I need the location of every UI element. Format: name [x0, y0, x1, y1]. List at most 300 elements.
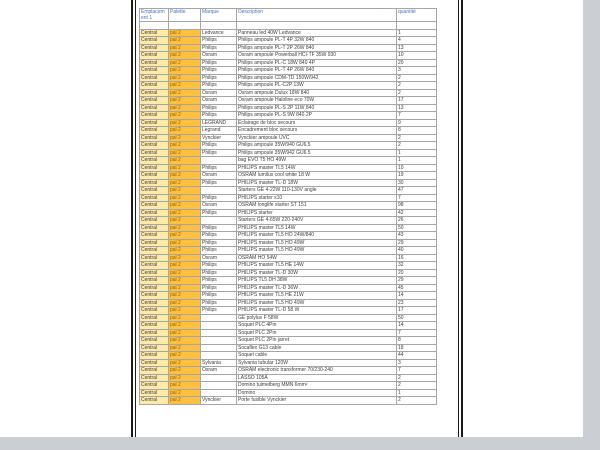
page-margin-rule-left — [131, 0, 133, 437]
cell-palette[interactable]: pal 2 — [169, 59, 201, 67]
cell-palette[interactable]: pal 2 — [169, 112, 201, 120]
cell-palette[interactable]: pal 2 — [169, 67, 201, 75]
inventory-table — [139, 8, 437, 405]
cell-emplacement[interactable]: Central — [140, 322, 169, 330]
cell-palette[interactable]: pal 2 — [169, 217, 201, 225]
cell-quantite[interactable]: 29 — [397, 239, 437, 247]
cell-emplacement[interactable]: Central — [140, 74, 169, 82]
cell-description[interactable]: Panneau led 40W Ledvance — [237, 29, 397, 37]
cell-palette[interactable]: pal 2 — [169, 119, 201, 127]
cell-marque[interactable]: Philips — [201, 269, 237, 277]
cell-marque[interactable]: Philips — [201, 247, 237, 255]
cell-description[interactable]: Porte fusible Vynckier — [237, 397, 397, 405]
cell-emplacement[interactable]: Central — [140, 149, 169, 157]
cell-marque[interactable]: Vynckier — [201, 397, 237, 405]
cell-emplacement[interactable]: Central — [140, 329, 169, 337]
table-row — [140, 284, 437, 292]
cell-quantite[interactable]: 1 — [397, 389, 437, 397]
cell-quantite[interactable]: 47 — [397, 187, 437, 195]
header-emplacement[interactable]: Emplacement 1 — [140, 9, 169, 22]
cell-emplacement[interactable]: Central — [140, 82, 169, 90]
cell-quantite[interactable]: 20 — [397, 269, 437, 277]
cell-palette[interactable]: pal 2 — [169, 397, 201, 405]
cell-marque[interactable]: Ledvance — [201, 29, 237, 37]
cell-description[interactable]: Philips ampoule CDM-TD 150W/942 — [237, 74, 397, 82]
table-row — [140, 292, 437, 300]
cell-marque[interactable] — [201, 187, 237, 195]
cell-palette[interactable]: pal 2 — [169, 247, 201, 255]
cell-quantite[interactable]: 2 — [397, 89, 437, 97]
cell-description[interactable]: Philips ampoule 35W/940 GU6.5 — [237, 142, 397, 150]
cell-description[interactable]: PHILIPS starter s10 — [237, 194, 397, 202]
cell-marque[interactable] — [201, 352, 237, 360]
page-margin-rule-left-inner — [135, 0, 136, 437]
table-row — [140, 164, 437, 172]
table-header-row — [140, 9, 437, 22]
cell-emplacement[interactable]: Central — [140, 119, 169, 127]
cell-palette[interactable]: pal 2 — [169, 329, 201, 337]
cell-emplacement[interactable]: Central — [140, 232, 169, 240]
table-row — [140, 352, 437, 360]
cell-palette[interactable]: pal 2 — [169, 367, 201, 375]
cell-marque[interactable]: Philips — [201, 112, 237, 120]
table-row — [140, 374, 437, 382]
header-description[interactable]: Description — [237, 9, 397, 22]
table-row — [140, 74, 437, 82]
cell-emplacement[interactable]: Central — [140, 194, 169, 202]
cell-palette[interactable]: pal 2 — [169, 239, 201, 247]
table-row — [140, 119, 437, 127]
cell-description[interactable]: PHILIPS starter — [237, 209, 397, 217]
cell-marque[interactable]: Philips — [201, 262, 237, 270]
cell-marque[interactable]: Philips — [201, 239, 237, 247]
cell-quantite[interactable]: 29 — [397, 277, 437, 285]
cell-description[interactable]: Socaflex G13 cable — [237, 344, 397, 352]
cell-description[interactable]: Encadrement bloc secours — [237, 127, 397, 135]
cell-description[interactable]: Eclairage de bloc secours — [237, 119, 397, 127]
cell-description[interactable]: PHILIPS master TL5 14W — [237, 224, 397, 232]
cell-quantite[interactable]: 2 — [397, 74, 437, 82]
cell-emplacement[interactable]: Central — [140, 367, 169, 375]
cell-palette[interactable]: pal 2 — [169, 157, 201, 165]
cell-marque[interactable]: Philips — [201, 277, 237, 285]
cell-palette[interactable]: pal 2 — [169, 172, 201, 180]
cell-quantite[interactable]: 9 — [397, 119, 437, 127]
cell-marque[interactable]: Osram — [201, 52, 237, 60]
cell-marque[interactable] — [201, 217, 237, 225]
cell-marque[interactable]: Philips — [201, 82, 237, 90]
cell-marque[interactable]: Osram — [201, 254, 237, 262]
cell-description[interactable]: Osram ampoule Haloline eco 70W — [237, 97, 397, 105]
cell-marque[interactable]: Philips — [201, 179, 237, 187]
cell-palette[interactable]: pal 2 — [169, 284, 201, 292]
cell-description[interactable]: Philips ampoule 35W/942 GU6.5 — [237, 149, 397, 157]
cell-quantite[interactable]: 2 — [397, 82, 437, 90]
table-row — [140, 344, 437, 352]
cell-description[interactable]: PHILIPS master TL-D 36W — [237, 284, 397, 292]
cell-quantite[interactable]: 98 — [397, 202, 437, 210]
cell-marque[interactable]: Philips — [201, 44, 237, 52]
cell-palette[interactable]: pal 2 — [169, 187, 201, 195]
cell-emplacement[interactable]: Central — [140, 187, 169, 195]
cell-quantite[interactable]: 1 — [397, 29, 437, 37]
cell-marque[interactable] — [201, 337, 237, 345]
cell-description[interactable]: Philips ampoule PL-S 2P 11W 840 — [237, 104, 397, 112]
header-marque[interactable]: Marque — [201, 9, 237, 22]
cell-palette[interactable]: pal 2 — [169, 82, 201, 90]
cell-description[interactable]: bag EVO T5 HO 49W — [237, 157, 397, 165]
cell-marque[interactable] — [201, 344, 237, 352]
cell-quantite[interactable]: 3 — [397, 67, 437, 75]
cell-palette[interactable]: pal 2 — [169, 194, 201, 202]
cell-quantite[interactable]: 8 — [397, 337, 437, 345]
table-row — [140, 337, 437, 345]
cell-quantite[interactable]: 2 — [397, 374, 437, 382]
cell-emplacement[interactable]: Central — [140, 389, 169, 397]
cell-marque[interactable] — [201, 382, 237, 390]
cell-description[interactable]: OSRAM lumilux cool white 18 W — [237, 172, 397, 180]
cell-emplacement[interactable]: Central — [140, 247, 169, 255]
cell-palette[interactable]: pal 2 — [169, 337, 201, 345]
cell-emplacement[interactable]: Central — [140, 67, 169, 75]
cell-marque[interactable]: Philips — [201, 299, 237, 307]
cell-description[interactable]: Philips ampoule PL-C2P 13W — [237, 82, 397, 90]
table-row — [140, 269, 437, 277]
cell-quantite[interactable]: 40 — [397, 247, 437, 255]
header-palette[interactable]: Palette — [169, 9, 201, 22]
cell-emplacement[interactable]: Central — [140, 292, 169, 300]
cell-description[interactable]: Domino tuimelberg MMN 6mm² — [237, 382, 397, 390]
table-row — [140, 97, 437, 105]
empty-cell[interactable] — [237, 22, 397, 30]
cell-description[interactable]: Soquet cable — [237, 352, 397, 360]
cell-marque[interactable]: LEGRAND — [201, 119, 237, 127]
cell-quantite[interactable]: 10 — [397, 164, 437, 172]
cell-marque[interactable]: Philips — [201, 74, 237, 82]
empty-cell[interactable] — [201, 22, 237, 30]
cell-emplacement[interactable]: Central — [140, 179, 169, 187]
cell-quantite[interactable]: 23 — [397, 299, 437, 307]
cell-marque[interactable]: Osram — [201, 172, 237, 180]
empty-cell[interactable] — [397, 22, 437, 30]
cell-description[interactable]: PHILIPS master TL-D 18W — [237, 179, 397, 187]
cell-marque[interactable] — [201, 389, 237, 397]
cell-quantite[interactable]: 7 — [397, 329, 437, 337]
cell-palette[interactable]: pal 2 — [169, 314, 201, 322]
cell-marque[interactable]: Sylvania — [201, 359, 237, 367]
cell-emplacement[interactable]: Central — [140, 299, 169, 307]
cell-quantite[interactable]: 8 — [397, 127, 437, 135]
cell-palette[interactable]: pal 2 — [169, 164, 201, 172]
table-row — [140, 172, 437, 180]
cell-palette[interactable]: pal 2 — [169, 202, 201, 210]
cell-emplacement[interactable]: Central — [140, 209, 169, 217]
cell-marque[interactable]: Legrand — [201, 127, 237, 135]
cell-palette[interactable]: pal 2 — [169, 382, 201, 390]
table-row — [140, 322, 437, 330]
table-row — [140, 142, 437, 150]
cell-marque[interactable] — [201, 329, 237, 337]
cell-emplacement[interactable]: Central — [140, 374, 169, 382]
cell-emplacement[interactable]: Central — [140, 254, 169, 262]
cell-marque[interactable]: Osram — [201, 89, 237, 97]
cell-palette[interactable]: pal 2 — [169, 269, 201, 277]
cell-description[interactable]: Philips ampoule PL-T 4P 26W 840 — [237, 67, 397, 75]
cell-emplacement[interactable]: Central — [140, 344, 169, 352]
table-row — [140, 307, 437, 315]
cell-description[interactable]: Soquet PLC 2Pin — [237, 329, 397, 337]
table-row — [140, 382, 437, 390]
cell-quantite[interactable]: 16 — [397, 254, 437, 262]
cell-marque[interactable] — [201, 157, 237, 165]
table-row — [140, 314, 437, 322]
cell-marque[interactable]: Philips — [201, 104, 237, 112]
cell-emplacement[interactable]: Central — [140, 89, 169, 97]
cell-emplacement[interactable]: Central — [140, 142, 169, 150]
cell-emplacement[interactable]: Central — [140, 277, 169, 285]
cell-palette[interactable]: pal 2 — [169, 232, 201, 240]
cell-emplacement[interactable]: Central — [140, 157, 169, 165]
cell-quantite[interactable]: 50 — [397, 314, 437, 322]
cell-quantite[interactable]: 7 — [397, 367, 437, 375]
cell-marque[interactable]: Philips — [201, 307, 237, 315]
cell-emplacement[interactable]: Central — [140, 337, 169, 345]
cell-emplacement[interactable]: Central — [140, 239, 169, 247]
cell-quantite[interactable]: 2 — [397, 142, 437, 150]
cell-description[interactable]: PHILIPS master TL5 HO 49W — [237, 247, 397, 255]
table-row — [140, 254, 437, 262]
cell-quantite[interactable]: 45 — [397, 284, 437, 292]
cell-marque[interactable]: Philips — [201, 232, 237, 240]
cell-quantite[interactable]: 2 — [397, 382, 437, 390]
cell-palette[interactable]: pal 2 — [169, 74, 201, 82]
cell-emplacement[interactable]: Central — [140, 112, 169, 120]
cell-quantite[interactable]: 13 — [397, 44, 437, 52]
cell-emplacement[interactable]: Central — [140, 359, 169, 367]
empty-cell[interactable] — [169, 22, 201, 30]
cell-emplacement[interactable]: Central — [140, 284, 169, 292]
cell-description[interactable]: OSRAM HO 54W — [237, 254, 397, 262]
cell-description[interactable]: GE polylux F 58W — [237, 314, 397, 322]
cell-description[interactable]: PHILIPS master TL-D 30W — [237, 269, 397, 277]
table-row — [140, 397, 437, 405]
cell-marque[interactable]: Vynckier — [201, 134, 237, 142]
cell-palette[interactable]: pal 2 — [169, 52, 201, 60]
cell-marque[interactable]: Philips — [201, 67, 237, 75]
cell-quantite[interactable]: 26 — [397, 217, 437, 225]
cell-quantite[interactable]: 2 — [397, 397, 437, 405]
cell-description[interactable]: Sylvania tubular 120W — [237, 359, 397, 367]
cell-quantite[interactable]: 50 — [397, 224, 437, 232]
cell-description[interactable]: OSRAM longlife starter ST 151 — [237, 202, 397, 210]
cell-description[interactable]: PHILIPS master TL5 HO 49W — [237, 239, 397, 247]
cell-marque[interactable]: Philips — [201, 284, 237, 292]
cell-palette[interactable]: pal 2 — [169, 224, 201, 232]
cell-palette[interactable]: pal 2 — [169, 389, 201, 397]
cell-marque[interactable]: Osram — [201, 97, 237, 105]
cell-quantite[interactable]: 3 — [397, 359, 437, 367]
cell-quantite[interactable]: 20 — [397, 59, 437, 67]
cell-description[interactable]: OSRAM electronic transformer 70/230-240 — [237, 367, 397, 375]
cell-description[interactable]: Osram ampoule Powerball HCI-TF 35W 930 — [237, 52, 397, 60]
cell-emplacement[interactable]: Central — [140, 164, 169, 172]
cell-quantite[interactable]: 4 — [397, 37, 437, 45]
cell-quantite[interactable]: 14 — [397, 322, 437, 330]
cell-emplacement[interactable]: Central — [140, 134, 169, 142]
cell-description[interactable]: Philips ampoule PL-T 4P 32W 840 — [237, 37, 397, 45]
cell-description[interactable]: PHILIPS master TL5 HO 49W — [237, 299, 397, 307]
cell-marque[interactable]: Philips — [201, 59, 237, 67]
cell-quantite[interactable]: 19 — [397, 172, 437, 180]
cell-description[interactable]: PHILIPS master TL5 HE 21W — [237, 292, 397, 300]
cell-palette[interactable]: pal 2 — [169, 134, 201, 142]
cell-emplacement[interactable]: Central — [140, 202, 169, 210]
cell-quantite[interactable]: 30 — [397, 179, 437, 187]
table-row — [140, 29, 437, 37]
cell-emplacement[interactable]: Central — [140, 217, 169, 225]
cell-description[interactable]: PHILIPS master TL5 HO 24W/840 — [237, 232, 397, 240]
cell-emplacement[interactable]: Central — [140, 37, 169, 45]
cell-palette[interactable]: pal 2 — [169, 179, 201, 187]
cell-palette[interactable]: pal 2 — [169, 127, 201, 135]
cell-quantite[interactable]: 17 — [397, 307, 437, 315]
cell-marque[interactable]: Philips — [201, 292, 237, 300]
table-row — [140, 389, 437, 397]
cell-description[interactable]: PHILIPS TL5 DH 38W — [237, 277, 397, 285]
header-quantite[interactable]: quantité — [397, 9, 437, 22]
cell-marque[interactable]: Philips — [201, 209, 237, 217]
cell-emplacement[interactable]: Central — [140, 172, 169, 180]
table-row — [140, 217, 437, 225]
cell-marque[interactable]: Osram — [201, 367, 237, 375]
cell-emplacement[interactable]: Central — [140, 29, 169, 37]
table-row — [140, 59, 437, 67]
cell-description[interactable]: Osram ampoule Dulux 18W 840 — [237, 89, 397, 97]
cell-palette[interactable]: pal 2 — [169, 344, 201, 352]
cell-quantite[interactable]: 14 — [397, 292, 437, 300]
cell-palette[interactable]: pal 2 — [169, 352, 201, 360]
cell-palette[interactable]: pal 2 — [169, 142, 201, 150]
empty-cell[interactable] — [140, 22, 169, 30]
cell-palette[interactable]: pal 2 — [169, 209, 201, 217]
cell-quantite[interactable]: 43 — [397, 232, 437, 240]
cell-marque[interactable] — [201, 314, 237, 322]
table-row — [140, 67, 437, 75]
cell-description[interactable]: Starters GE 4-65W 220-240V — [237, 217, 397, 225]
cell-description[interactable]: PHILIPS master TL5 14W — [237, 164, 397, 172]
table-row — [140, 52, 437, 60]
table-row — [140, 247, 437, 255]
cell-palette[interactable]: pal 2 — [169, 374, 201, 382]
cell-marque[interactable]: Osram — [201, 202, 237, 210]
page-margin-rule-right-inner — [458, 0, 459, 437]
cell-description[interactable]: Starters GE 4-22W 110-130V angle — [237, 187, 397, 195]
cell-quantite[interactable]: 2 — [397, 134, 437, 142]
cell-quantite[interactable]: 17 — [397, 97, 437, 105]
cell-description[interactable]: LASSO 105A — [237, 374, 397, 382]
cell-marque[interactable] — [201, 322, 237, 330]
cell-description[interactable]: PHILIPS master TL5 HE 14W — [237, 262, 397, 270]
cell-emplacement[interactable]: Central — [140, 97, 169, 105]
cell-marque[interactable]: Philips — [201, 142, 237, 150]
cell-palette[interactable]: pal 2 — [169, 322, 201, 330]
cell-palette[interactable]: pal 2 — [169, 307, 201, 315]
cell-description[interactable]: Vynckier ampoule UVC — [237, 134, 397, 142]
cell-description[interactable]: Philips ampoule PL-S 9W 840 2P — [237, 112, 397, 120]
cell-description[interactable]: PHILIPS master TL-D 58 W — [237, 307, 397, 315]
cell-emplacement[interactable]: Central — [140, 59, 169, 67]
cell-palette[interactable]: pal 2 — [169, 262, 201, 270]
cell-palette[interactable]: pal 2 — [169, 292, 201, 300]
table-row — [140, 262, 437, 270]
cell-palette[interactable]: pal 2 — [169, 254, 201, 262]
cell-palette[interactable]: pal 2 — [169, 299, 201, 307]
cell-quantite[interactable]: 44 — [397, 352, 437, 360]
cell-emplacement[interactable]: Central — [140, 352, 169, 360]
table-row — [140, 329, 437, 337]
cell-quantite[interactable]: 7 — [397, 194, 437, 202]
cell-marque[interactable] — [201, 374, 237, 382]
cell-palette[interactable]: pal 2 — [169, 29, 201, 37]
cell-description[interactable]: Soquet PLC 4Pin — [237, 322, 397, 330]
cell-palette[interactable]: pal 2 — [169, 97, 201, 105]
cell-marque[interactable]: Philips — [201, 194, 237, 202]
cell-emplacement[interactable]: Central — [140, 397, 169, 405]
cell-quantite[interactable]: 32 — [397, 262, 437, 270]
cell-quantite[interactable]: 13 — [397, 104, 437, 112]
cell-emplacement[interactable]: Central — [140, 307, 169, 315]
cell-palette[interactable]: pal 2 — [169, 104, 201, 112]
cell-quantite[interactable]: 42 — [397, 209, 437, 217]
cell-marque[interactable]: Philips — [201, 164, 237, 172]
cell-palette[interactable]: pal 2 — [169, 359, 201, 367]
cell-description[interactable]: Soquet PLC 2Pin jarret — [237, 337, 397, 345]
cell-description[interactable]: Philips ampoule PL-T 2P 26W 840 — [237, 44, 397, 52]
cell-marque[interactable]: Philips — [201, 37, 237, 45]
cell-palette[interactable]: pal 2 — [169, 44, 201, 52]
table-row — [140, 37, 437, 45]
cell-quantite[interactable]: 1 — [397, 149, 437, 157]
cell-quantite[interactable]: 10 — [397, 52, 437, 60]
app-background-bottom — [0, 437, 600, 450]
cell-palette[interactable]: pal 2 — [169, 149, 201, 157]
cell-palette[interactable]: pal 2 — [169, 277, 201, 285]
cell-emplacement[interactable]: Central — [140, 104, 169, 112]
cell-emplacement[interactable]: Central — [140, 127, 169, 135]
cell-marque[interactable]: Philips — [201, 224, 237, 232]
cell-quantite[interactable]: 1 — [397, 157, 437, 165]
table-row — [140, 134, 437, 142]
cell-quantite[interactable]: 18 — [397, 344, 437, 352]
cell-quantite[interactable]: 7 — [397, 112, 437, 120]
table-row — [140, 187, 437, 195]
table-row — [140, 44, 437, 52]
cell-emplacement[interactable]: Central — [140, 382, 169, 390]
cell-emplacement[interactable]: Central — [140, 269, 169, 277]
table-row — [140, 112, 437, 120]
cell-marque[interactable]: Philips — [201, 149, 237, 157]
page-margin-rule-right — [461, 0, 463, 437]
cell-emplacement[interactable]: Central — [140, 262, 169, 270]
cell-emplacement[interactable]: Central — [140, 314, 169, 322]
cell-emplacement[interactable]: Central — [140, 224, 169, 232]
cell-palette[interactable]: pal 2 — [169, 89, 201, 97]
cell-emplacement[interactable]: Central — [140, 52, 169, 60]
cell-description[interactable]: Philips ampoule PL-C 18W 840 4P — [237, 59, 397, 67]
cell-description[interactable]: Domino — [237, 389, 397, 397]
cell-emplacement[interactable]: Central — [140, 44, 169, 52]
cell-palette[interactable]: pal 2 — [169, 37, 201, 45]
